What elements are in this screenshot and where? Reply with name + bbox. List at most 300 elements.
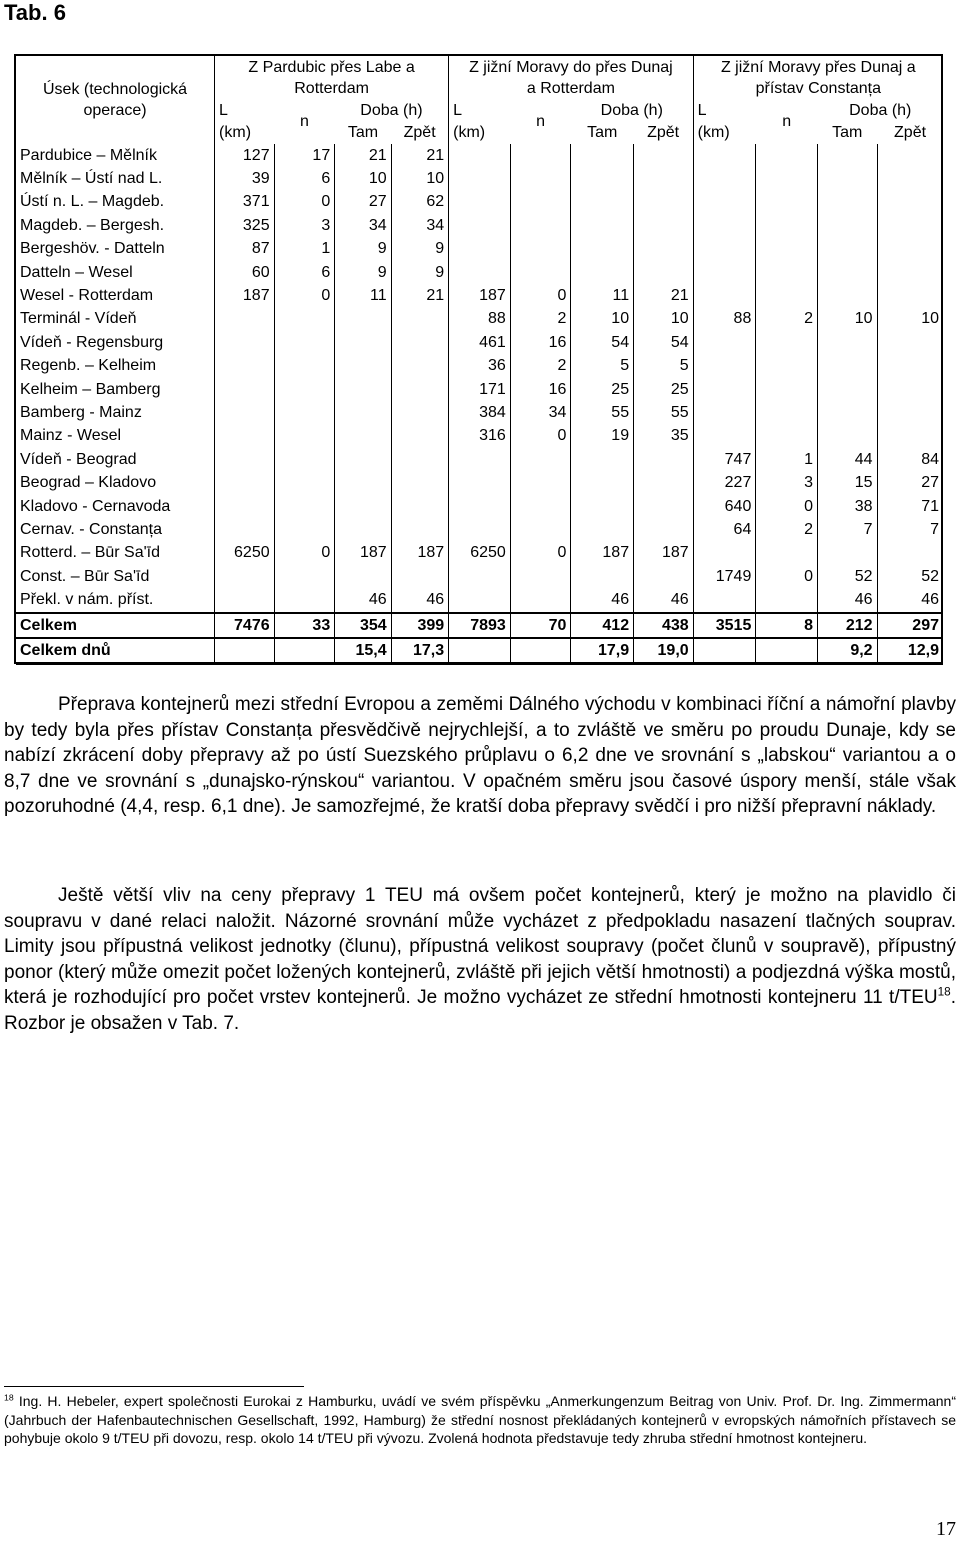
table-cell: 34 [335, 214, 391, 237]
table-cell [877, 355, 943, 378]
table-cell [510, 495, 571, 518]
table-cell: 0 [756, 495, 818, 518]
table-row [16, 378, 943, 401]
table-cell [693, 638, 756, 663]
row-label: Rotterd. – Būr Sa'īd [20, 544, 161, 562]
table-cell: 171 [449, 378, 511, 401]
table-cell: 9 [391, 261, 449, 284]
table-cell: 354 [335, 613, 391, 638]
table-cell [391, 495, 449, 518]
table-cell [693, 238, 756, 261]
row-label: Celkem [16, 613, 215, 638]
table-cell: 297 [877, 613, 943, 638]
table-cell: 2 [756, 308, 818, 331]
table-cell [274, 331, 335, 354]
table-cell [391, 308, 449, 331]
table-cell [215, 355, 275, 378]
table-cell [391, 471, 449, 494]
table-cell: 187 [634, 542, 694, 565]
table-row [16, 238, 943, 261]
col-l-2: L [449, 100, 511, 122]
col-tam-2: Tam [587, 124, 618, 141]
row-label: Vídeň - Regensburg [20, 333, 164, 351]
table-cell [335, 565, 391, 588]
row-label: Celkem dnů [16, 638, 215, 663]
col-doba-2: Doba (h) [600, 102, 663, 119]
table-cell [274, 471, 335, 494]
table-cell [756, 638, 818, 663]
table-cell: 11 [571, 284, 634, 307]
table-cell [818, 542, 878, 565]
table-cell: 71 [877, 495, 943, 518]
table-cell [634, 518, 694, 541]
row-label: Terminál - Vídeň [20, 310, 137, 328]
table-cell [274, 588, 335, 612]
table-cell: 8 [756, 613, 818, 638]
table-cell [391, 378, 449, 401]
table-cell [449, 214, 511, 237]
table-cell [693, 167, 756, 190]
table-cell [274, 378, 335, 401]
table-cell: 52 [877, 565, 943, 588]
row-label: Pardubice – Mělník [20, 146, 157, 164]
table-cell: 10 [391, 167, 449, 190]
table-row [16, 613, 943, 638]
table-cell [510, 214, 571, 237]
table-cell: 64 [693, 518, 756, 541]
table-cell [391, 331, 449, 354]
table-cell: 55 [634, 401, 694, 424]
table-cell [634, 167, 694, 190]
table-cell: 0 [274, 542, 335, 565]
table-cell [449, 448, 511, 471]
table-cell [756, 425, 818, 448]
table-cell [449, 518, 511, 541]
table-cell: 187 [449, 284, 511, 307]
table-cell: 62 [391, 191, 449, 214]
row-label: Kladovo - Cernavoda [20, 497, 171, 515]
col-doba-1: Doba (h) [360, 102, 423, 119]
row-label: Cernav. - Constanța [20, 520, 162, 538]
table-cell: 25 [634, 378, 694, 401]
table-cell [449, 638, 511, 663]
table-cell: 21 [391, 144, 449, 167]
table-cell [571, 518, 634, 541]
table-cell: 9,2 [818, 638, 878, 663]
table-cell [693, 542, 756, 565]
table-cell [449, 565, 511, 588]
table-cell: 25 [571, 378, 634, 401]
table-cell [215, 638, 275, 663]
table-cell [756, 542, 818, 565]
table-cell: 6 [274, 167, 335, 190]
table-cell [571, 495, 634, 518]
table-cell: 399 [391, 613, 449, 638]
row-label: Wesel - Rotterdam [20, 287, 154, 305]
table-cell [693, 284, 756, 307]
group-header-dunaj-rotterdam: Z jižní Moravy do přes Dunaj a Rotterdam [449, 56, 694, 100]
table-row [16, 542, 943, 565]
table-cell [877, 144, 943, 167]
table-header [16, 56, 943, 144]
table-cell [391, 355, 449, 378]
table-cell [571, 565, 634, 588]
row-label: Ústí n. L. – Magdeb. [20, 193, 165, 211]
table-cell: 54 [634, 331, 694, 354]
table-cell [335, 518, 391, 541]
table-cell [634, 565, 694, 588]
table-cell: 35 [634, 425, 694, 448]
table-cell [274, 448, 335, 471]
table-cell: 55 [571, 401, 634, 424]
table-cell [215, 378, 275, 401]
col-n-3: n [782, 113, 792, 130]
table-cell: 2 [510, 355, 571, 378]
table-cell [756, 191, 818, 214]
table-body [16, 144, 943, 664]
table-cell [274, 565, 335, 588]
table-cell [756, 331, 818, 354]
table-cell: 461 [449, 331, 511, 354]
table-cell [818, 401, 878, 424]
table-cell [571, 167, 634, 190]
table-cell: 6250 [215, 542, 275, 565]
paragraph-2-text: Ještě větší vliv na ceny přepravy 1 TEU má ovšem počet kontejnerů, který je možno na plavidlo či soupravu v dané relaci naložit. Názorné srovnání může vycházet z předpokladu nasazení tlačných souprav. Limity jsou přípustná velikost jednotky (člunu), přípustná velikost soupravy (počet člunů v soupravě), přípustný ponor (který může omezit počet ložených kontejnerů, zvláště při jejich větší hmotnosti) a podjezdná výška mostů, která je rozhodující pro počet vrstev kontejnerů. Je možno vycházet ze střední hmotnosti kontejneru 11 t/TEU [4, 885, 956, 1008]
table-row [16, 638, 943, 663]
table-cell: 12,9 [877, 638, 943, 663]
table-cell: 84 [877, 448, 943, 471]
table-cell [335, 471, 391, 494]
table-cell [634, 495, 694, 518]
table-cell [335, 308, 391, 331]
table-cell [818, 261, 878, 284]
col-km-1: (km) [215, 122, 275, 144]
table-cell [215, 401, 275, 424]
table-cell: 0 [510, 542, 571, 565]
table-cell [756, 284, 818, 307]
row-label: Bamberg - Mainz [20, 403, 142, 421]
table-cell [818, 167, 878, 190]
table-cell: 15 [818, 471, 878, 494]
table-cell [449, 167, 511, 190]
table-cell: 16 [510, 378, 571, 401]
table-cell [693, 401, 756, 424]
footnote-divider [4, 1386, 304, 1387]
table-cell: 384 [449, 401, 511, 424]
table-cell [877, 401, 943, 424]
table-cell: 46 [818, 588, 878, 612]
paragraph-1-text: Přeprava kontejnerů mezi střední Evropou a zeměmi Dálného východu v kombinaci říční a námořní plavby by tedy byla přes přístav Constanța přesvědčivě nejrychlejší, a to zvláště ve směru po proudu Dunaje, kdy se nabízí zkrácení doby přepravy až po ústí Suezského průplavu o 6,2 dne ve srovnání s „labskou“ variantou a o 8,7 dne ve srovnání s „dunajsko-rýnskou“ variantou. V opačném směru jsou časové úspory menší, stále však pozoruhodné (4,4, resp. 6,1 dne). Je samozřejmé, že kratší doba přepravy svědčí i pro nižší přepravní náklady. [4, 694, 956, 817]
table-cell [693, 378, 756, 401]
footnote [4, 1392, 956, 1448]
table-cell [877, 284, 943, 307]
table-cell [693, 331, 756, 354]
table-cell [634, 144, 694, 167]
table-cell [877, 425, 943, 448]
table-cell [335, 331, 391, 354]
table-row [16, 284, 943, 307]
table-cell [756, 401, 818, 424]
table-row [16, 144, 943, 167]
table-cell [693, 191, 756, 214]
table-cell [391, 448, 449, 471]
table-cell: 39 [215, 167, 275, 190]
table-cell: 17 [274, 144, 335, 167]
footnote-ref: 18 [937, 985, 951, 999]
table-cell [571, 448, 634, 471]
table-cell: 187 [571, 542, 634, 565]
table-cell [215, 471, 275, 494]
table-cell [693, 588, 756, 612]
table-cell [274, 425, 335, 448]
table-cell: 9 [391, 238, 449, 261]
row-label: Kelheim – Bamberg [20, 380, 161, 398]
table-cell [571, 191, 634, 214]
table-cell [510, 638, 571, 663]
table-cell: 1749 [693, 565, 756, 588]
table-row [16, 588, 943, 612]
footnote-number: 18 [4, 1392, 14, 1403]
table-cell [510, 448, 571, 471]
col-zpet-3: Zpět [894, 124, 927, 141]
table-cell [756, 355, 818, 378]
table-cell: 19,0 [634, 638, 694, 663]
table-cell: 36 [449, 355, 511, 378]
table-cell [818, 331, 878, 354]
table-cell [510, 565, 571, 588]
table-row [16, 167, 943, 190]
table-cell [634, 471, 694, 494]
table-row [16, 565, 943, 588]
table-cell [510, 167, 571, 190]
table-cell: 0 [756, 565, 818, 588]
table-cell [877, 378, 943, 401]
table-cell: 27 [335, 191, 391, 214]
table-cell: 44 [818, 448, 878, 471]
table-cell [818, 214, 878, 237]
table-cell: 7 [877, 518, 943, 541]
table-cell [335, 495, 391, 518]
row-label: Datteln – Wesel [20, 263, 133, 281]
table-cell [274, 355, 335, 378]
footnote-text: Ing. H. Hebeler, expert společnosti Eurokai z Hamburku, uvádí ve svém příspěvku „Anmerkungenzum Beitrag von Univ. Prof. Dr. Ing. Zimmermann“ (Jahrbuch der Hafenbautechnischen Gesellschaft, 1992, Hamburg) že střední nosnost překládaných kontejnerů v evropských námořních přístavech se pohybuje okolo 9 t/TEU při dovozu, resp. okolo 14 t/TEU při vývozu. Zvolená hodnota představuje tedy zhruba střední hmotnost kontejneru. [4, 1393, 956, 1446]
table-cell: 187 [391, 542, 449, 565]
table-cell [510, 261, 571, 284]
table-row [16, 471, 943, 494]
col-l-1: L [215, 100, 275, 122]
col-n-2: n [536, 113, 546, 130]
table-row [16, 331, 943, 354]
table-cell [756, 144, 818, 167]
table-cell [877, 542, 943, 565]
table-cell [274, 638, 335, 663]
table-cell [274, 518, 335, 541]
table-cell [274, 495, 335, 518]
table-cell: 1 [274, 238, 335, 261]
table-cell: 46 [877, 588, 943, 612]
table-cell: 6250 [449, 542, 511, 565]
table-cell: 34 [510, 401, 571, 424]
table-cell: 17,9 [571, 638, 634, 663]
table-cell: 7 [818, 518, 878, 541]
table-cell: 316 [449, 425, 511, 448]
group-header-labe: Z Pardubic přes Labe a Rotterdam [215, 56, 449, 100]
table-cell [571, 144, 634, 167]
table-cell [274, 308, 335, 331]
row-label: Magdeb. – Bergesh. [20, 216, 165, 234]
table-cell: 127 [215, 144, 275, 167]
table-cell: 325 [215, 214, 275, 237]
table-row [16, 308, 943, 331]
table-cell: 412 [571, 613, 634, 638]
table-cell [215, 308, 275, 331]
col-zpet-2: Zpět [647, 124, 680, 141]
table-cell [877, 167, 943, 190]
table-cell: 227 [693, 471, 756, 494]
table-cell [571, 238, 634, 261]
table-cell [215, 495, 275, 518]
table-cell: 38 [818, 495, 878, 518]
table-cell [449, 144, 511, 167]
row-label: Const. – Būr Sa'īd [20, 567, 150, 585]
table-cell: 0 [274, 284, 335, 307]
table-cell: 21 [634, 284, 694, 307]
row-label: Mainz - Wesel [20, 427, 122, 445]
table-row [16, 355, 943, 378]
table-cell: 3 [756, 471, 818, 494]
table-cell [449, 238, 511, 261]
table-cell [818, 425, 878, 448]
table-cell [756, 261, 818, 284]
table-cell [510, 191, 571, 214]
table-cell: 9 [335, 261, 391, 284]
table-cell [215, 331, 275, 354]
paragraph-2-end: . Rozbor je obsažen v Tab. 7. [4, 987, 956, 1034]
table-cell [693, 355, 756, 378]
table-cell: 33 [274, 613, 335, 638]
table-cell: 10 [335, 167, 391, 190]
table-cell [510, 588, 571, 612]
table-cell: 640 [693, 495, 756, 518]
table-cell: 21 [335, 144, 391, 167]
table-cell [818, 144, 878, 167]
table-cell: 7476 [215, 613, 275, 638]
table-cell [877, 331, 943, 354]
col-l-3: L [693, 100, 756, 122]
page-number: 17 [936, 1518, 956, 1540]
table-cell: 16 [510, 331, 571, 354]
table-cell [335, 425, 391, 448]
table-cell: 46 [391, 588, 449, 612]
table-cell: 212 [818, 613, 878, 638]
table-cell [449, 588, 511, 612]
table-cell: 70 [510, 613, 571, 638]
table-cell [391, 425, 449, 448]
col-n-1: n [299, 113, 309, 130]
col-tam-3: Tam [832, 124, 863, 141]
table-cell [634, 191, 694, 214]
table-cell [756, 167, 818, 190]
table-cell [634, 261, 694, 284]
paragraph-1 [4, 692, 956, 820]
table-cell [693, 425, 756, 448]
table-cell [215, 448, 275, 471]
table-cell [335, 448, 391, 471]
table-cell: 87 [215, 238, 275, 261]
table-cell [877, 214, 943, 237]
table-cell: 1 [756, 448, 818, 471]
table-cell [510, 518, 571, 541]
table-cell [818, 238, 878, 261]
table-row [16, 518, 943, 541]
table-cell: 10 [571, 308, 634, 331]
table-cell [877, 261, 943, 284]
table-cell [634, 238, 694, 261]
table-cell [215, 425, 275, 448]
table-cell: 0 [510, 284, 571, 307]
table-cell: 0 [274, 191, 335, 214]
table-cell [571, 471, 634, 494]
table-cell [335, 401, 391, 424]
table-row [16, 495, 943, 518]
table-cell: 10 [634, 308, 694, 331]
section-header: Úsek (technologická operace) [42, 81, 188, 119]
table-cell [215, 588, 275, 612]
table-cell [449, 471, 511, 494]
table-cell: 371 [215, 191, 275, 214]
table-cell: 46 [335, 588, 391, 612]
table-cell: 9 [335, 238, 391, 261]
table-cell: 11 [335, 284, 391, 307]
table-cell: 46 [634, 588, 694, 612]
table-cell [391, 401, 449, 424]
table-cell: 187 [335, 542, 391, 565]
table-cell: 19 [571, 425, 634, 448]
table-cell [215, 565, 275, 588]
row-label: Mělník – Ústí nad L. [20, 170, 163, 188]
table-cell: 2 [756, 518, 818, 541]
table-cell [391, 565, 449, 588]
col-km-3: (km) [693, 122, 756, 144]
row-label: Překl. v nám. příst. [20, 591, 154, 609]
table-row [16, 214, 943, 237]
table-cell [449, 261, 511, 284]
table-cell [877, 191, 943, 214]
table-cell: 17,3 [391, 638, 449, 663]
table-cell: 52 [818, 565, 878, 588]
table-cell: 5 [634, 355, 694, 378]
row-label: Regenb. – Kelheim [20, 357, 157, 375]
table-cell [634, 448, 694, 471]
transport-table [16, 56, 943, 665]
col-zpet-1: Zpět [403, 124, 436, 141]
table-cell [510, 471, 571, 494]
table-cell: 438 [634, 613, 694, 638]
table-cell [449, 495, 511, 518]
table-cell: 7893 [449, 613, 511, 638]
table-cell: 747 [693, 448, 756, 471]
row-label: Vídeň - Beograd [20, 450, 137, 468]
row-label: Beograd – Kladovo [20, 474, 157, 492]
table-cell [510, 238, 571, 261]
table-cell [510, 144, 571, 167]
row-label: Bergeshöv. - Datteln [20, 240, 165, 258]
table-cell [274, 401, 335, 424]
table-cell [756, 378, 818, 401]
table-cell [335, 378, 391, 401]
table-cell [335, 355, 391, 378]
table-cell [215, 518, 275, 541]
